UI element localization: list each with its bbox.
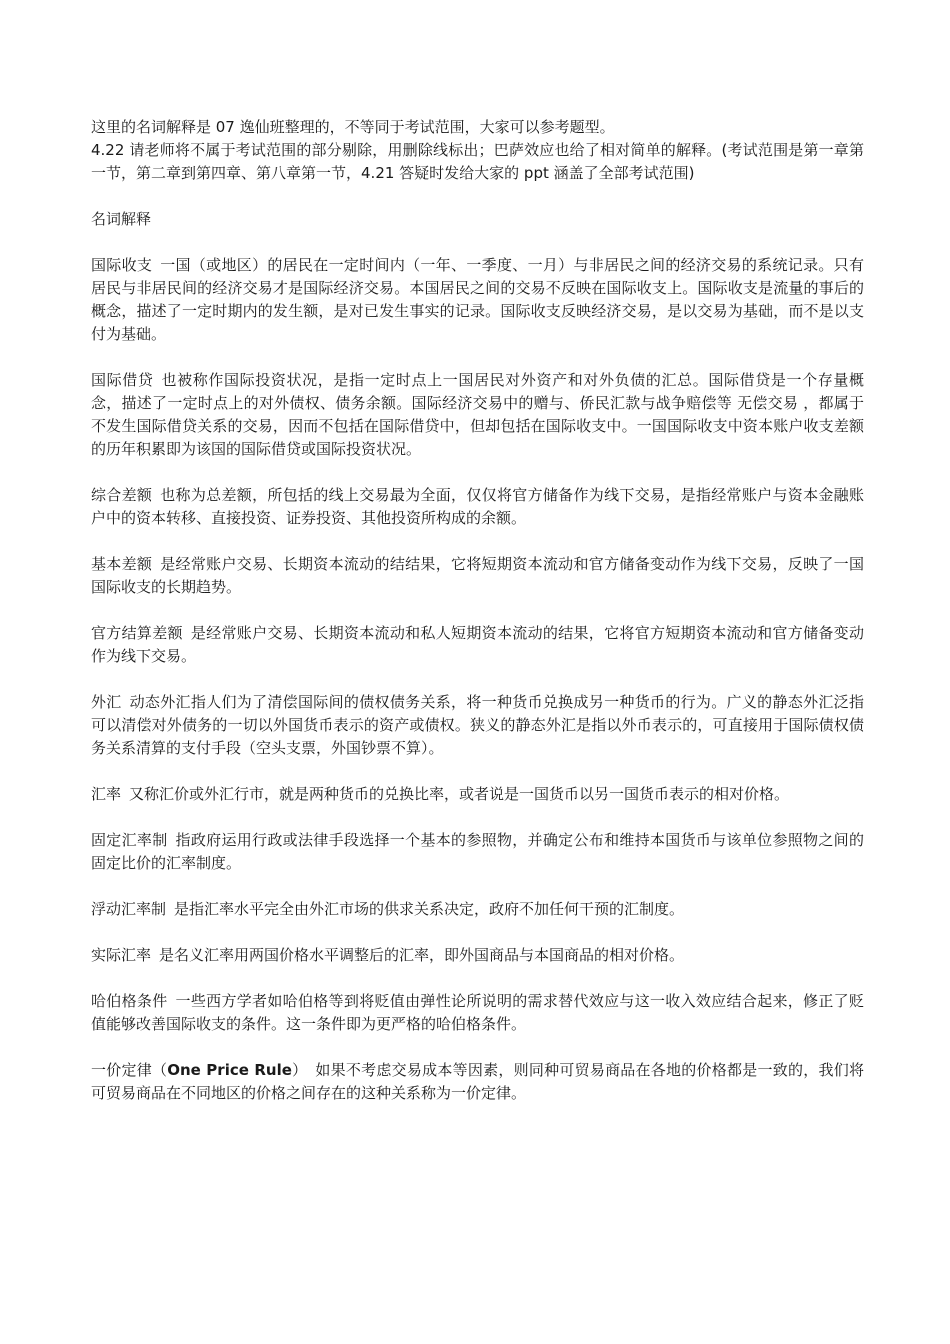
glossary-entry xyxy=(91,990,864,1036)
entry-term: 实际汇率 xyxy=(91,946,152,964)
intro-line-1: 这里的名词解释是 07 逸仙班整理的，不等同于考试范围，大家可以参考题型。 xyxy=(91,118,615,136)
entry-definition: 是名义汇率用两国价格水平调整后的汇率，即外国商品与本国商品的相对价格。 xyxy=(159,946,685,964)
intro-note xyxy=(91,116,864,185)
entry-definition: 动态外汇指人们为了清偿国际间的债权债务关系，将一种货币兑换成另一种货币的行为。广义的静态外汇泛指可以清偿对外债务的一切以外国货币表示的资产或债权。狭义的静态外汇是指以外币表示的，可直接用于国际债权债务关系清算的支付手段（空头支票，外国钞票不算）。 xyxy=(91,693,864,757)
intro-line-2: 4.22 请老师将不属于考试范围的部分剔除，用删除线标出；巴萨效应也给了相对简单的解释。(考试范围是第一章第一节，第二章到第四章、第八章第一节，4.21 答疑时发给大家的 ppt 涵盖了全部考试范围) xyxy=(91,141,864,182)
glossary-entry xyxy=(91,691,864,760)
entry-term: 哈伯格条件 xyxy=(91,992,168,1010)
glossary-entry xyxy=(91,622,864,668)
entry-definition: 一国（或地区）的居民在一定时间内（一年、一季度、一月）与非居民之间的经济交易的系统记录。只有居民与非居民间的经济交易才是国际经济交易。本国居民之间的交易不反映在国际收支上。国际收支是流量的事后的概念，描述了一定时期内的发生额，是对已发生事实的记录。国际收支反映经济交易，是以交易为基础，而不是以支付为基础。 xyxy=(91,256,864,343)
entry-definition: 是指汇率水平完全由外汇市场的供求关系决定，政府不加任何干预的汇制度。 xyxy=(174,900,685,918)
entry-term: 固定汇率制 xyxy=(91,831,168,849)
entry-definition: 又称汇价或外汇行市，就是两种货币的兑换比率，或者说是一国货币以另一国货币表示的相对价格。 xyxy=(129,785,790,803)
entry-term-suffix: ） xyxy=(291,1061,308,1079)
entry-definition: 一些西方学者如哈伯格等到将贬值由弹性论所说明的需求替代效应与这一收入效应结合起来，修正了贬值能够改善国际收支的条件。这一条件即为更严格的哈伯格条件。 xyxy=(91,992,864,1033)
glossary-entry xyxy=(91,829,864,875)
glossary-entry xyxy=(91,254,864,346)
entry-term: 国际收支 xyxy=(91,256,153,274)
entry-definition: 指政府运用行政或法律手段选择一个基本的参照物，并确定公布和维持本国货币与该单位参照物之间的固定比价的汇率制度。 xyxy=(91,831,864,872)
glossary-entry xyxy=(91,369,864,461)
entry-term-english: One Price Rule xyxy=(167,1061,292,1079)
entry-term: 浮动汇率制 xyxy=(91,900,167,918)
entry-definition: 是经常账户交易、长期资本流动的结结果，它将短期资本流动和官方储备变动作为线下交易，反映了一国国际收支的长期趋势。 xyxy=(91,555,864,596)
entry-definition: 也称为总差额，所包括的线上交易最为全面，仅仅将官方储备作为线下交易，是指经常账户与资本金融账户中的资本转移、直接投资、证券投资、其他投资所构成的余额。 xyxy=(91,486,864,527)
glossary-entry-one-price-rule xyxy=(91,1059,864,1105)
glossary-entry xyxy=(91,944,864,967)
entry-term: 外汇 xyxy=(91,693,122,711)
entry-definition: 如果不考虑交易成本等因素，则同种可贸易商品在各地的价格都是一致的，我们将可贸易商品在不同地区的价格之间存在的这种关系称为一价定律。 xyxy=(91,1061,864,1102)
entry-definition: 也被称作国际投资状况，是指一定时点上一国居民对外资产和对外负债的汇总。国际借贷是一个存量概念，描述了一定时点上的对外债权、债务余额。国际经济交易中的赠与、侨民汇款与战争赔偿等 无偿交易 ，都属于不发生国际借贷关系的交易，因而不包括在国际借贷中，但却包括在国际收支中。一国国际收支中资本账户收支差额的历年积累即为该国的国际借贷或国际投资状况。 xyxy=(91,371,864,458)
entry-term: 官方结算差额 xyxy=(91,624,183,642)
section-title: 名词解释 xyxy=(91,210,152,228)
entry-term: 国际借贷 xyxy=(91,371,154,389)
entry-definition: 是经常账户交易、长期资本流动和私人短期资本流动的结果，它将官方短期资本流动和官方储备变动作为线下交易。 xyxy=(91,624,864,665)
entry-term: 综合差额 xyxy=(91,486,153,504)
entry-term-prefix: 一价定律（ xyxy=(91,1061,168,1079)
entry-term: 基本差额 xyxy=(91,555,153,573)
entry-term: 汇率 xyxy=(91,785,122,803)
glossary-entry xyxy=(91,484,864,530)
glossary-entry xyxy=(91,783,864,806)
glossary-entry xyxy=(91,553,864,599)
glossary-entry xyxy=(91,898,864,921)
